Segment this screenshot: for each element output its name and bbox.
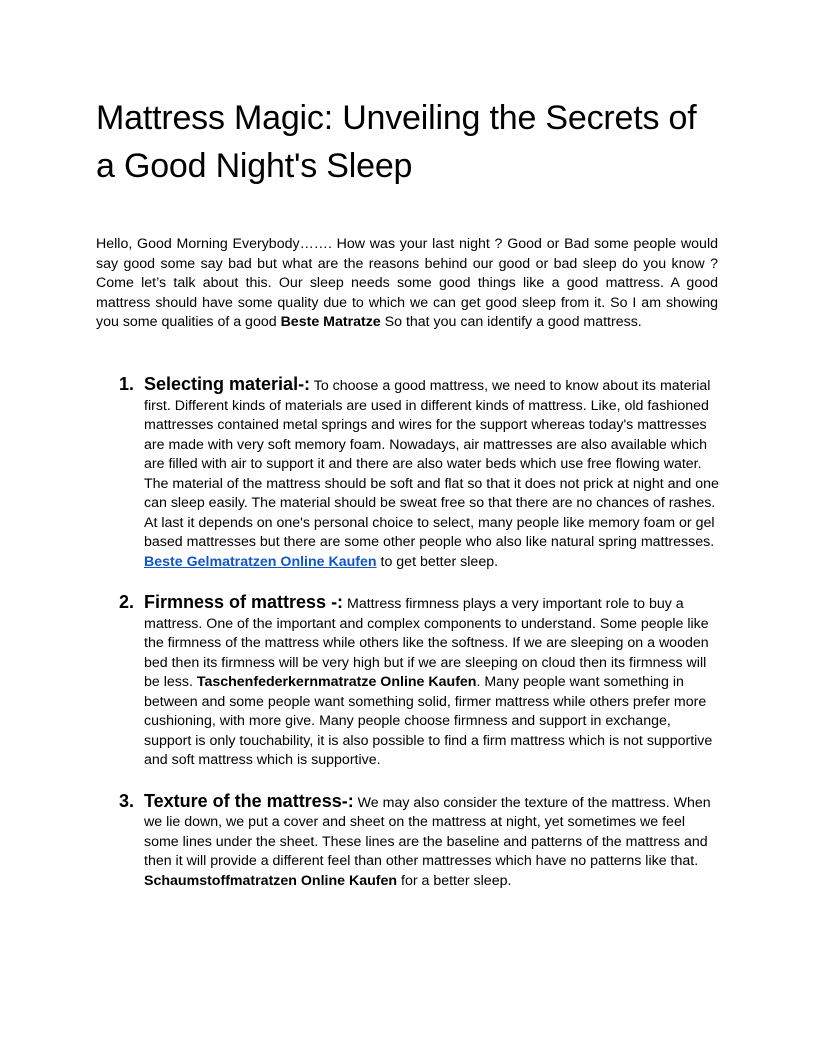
list-item-text-after: for a better sleep. [397, 872, 512, 889]
list-item-title: Firmness of mattress -: [144, 592, 344, 612]
list-item-bold-keyword: Schaumstoffmatratzen Online Kaufen [144, 872, 398, 889]
list-item-bold-keyword: Taschenfederkernmatratze Online Kaufen [196, 674, 477, 690]
list-item-number: 1. [119, 374, 135, 394]
intro-paragraph [96, 235, 718, 333]
list-item-text: We may also consider the texture of the mattress. When we lie down, we put a cover and sheet on the mattress at night, yet sometimes we feel some lines under the sheet. These lines are the baseline and patterns of the mattress and then it will provide a different feel than other mattresses which have no patterns like that. [144, 794, 711, 869]
page-title: Mattress Magic: Unveiling the Secrets of a Good Night's Sleep [96, 99, 697, 185]
list-item-text-after: to get better sleep. [376, 553, 499, 570]
list-item-number: 2. [119, 592, 135, 612]
list-item-text: Mattress firmness plays a very important role to buy a mattress. One of the important and complex components to understand. Some people like the firmness of the mattress while others like the softness. If we are sleeping on a wooden bed then its firmness will be very high but if we are sleeping on cloud then its firmness will be less. [144, 596, 709, 690]
list-item-title: Texture of the mattress-: [144, 790, 354, 811]
intro-text-after: So that you can identify a good mattress. [380, 314, 642, 330]
list-item [96, 372, 720, 572]
list-item-title: Selecting material-: [144, 374, 311, 394]
qualities-list [96, 372, 720, 909]
gelmatratzen-link[interactable]: Beste Gelmatratzen Online Kaufen [144, 553, 377, 570]
list-item-text: To choose a good mattress, we need to know about its material first. Different kinds of materials are used in different kinds of mattress. Like, old fashioned mattresses contained metal springs and wires for the support whereas today's mattresses are made with very soft memory foam. Nowadays, air mattresses are also available which are filled with air to support it and there are also water beds which use free flowing water. The material of the mattress should be soft and flat so that it does not prick at night and one can sleep easily. The material should be sweat free so that there are no chances of rashes. At last it depends on one's personal choice to select, many people like memory foam or gel based mattresses but there are some other people who also like natural spring mattresses. [144, 378, 719, 550]
intro-text: Hello, Good Morning Everybody……. How was your last night ? Good or Bad some people would say good some say bad but what are the reasons behind our good or bad sleep do you know ? Come let’s talk about this. Our sleep needs some good things like a good mattress. A good mattress should have some quality due to which we can get good sleep from it. So I am showing you some qualities of a good [96, 236, 718, 330]
intro-bold-keyword: Beste Matratze [280, 314, 381, 330]
list-item-number: 3. [119, 790, 135, 811]
list-item-text-after: . Many people want something in between and some people want something solid, firmer mattress while others prefer more cushioning, with more give. Many people choose firmness and support in exchange, support is only touchability, it is also possible to find a firm mattress which is not supportive and soft mattress which is supportive. [144, 674, 713, 768]
list-item [96, 590, 720, 771]
list-item [96, 789, 720, 892]
